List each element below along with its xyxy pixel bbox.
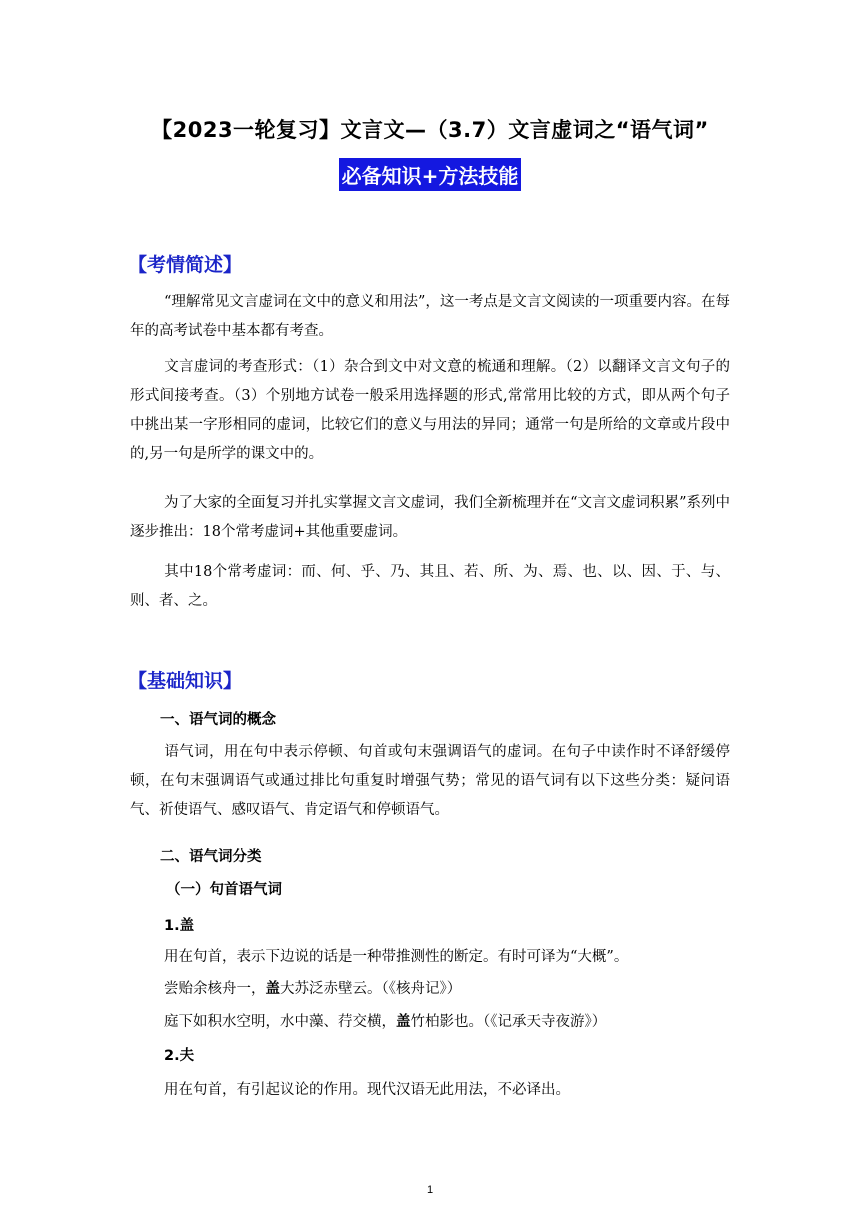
paragraph-overview-1 xyxy=(130,288,730,346)
section-heading-overview: 【考情简述】 xyxy=(128,254,243,276)
example-text: 竹柏影也。（《记承天寺夜游》） xyxy=(410,1014,607,1030)
paragraph-concept xyxy=(130,738,730,825)
document-title: 【2023一轮复习】文言文—（3.7）文言虚词之“语气词” xyxy=(151,118,709,142)
example-text: 尝贻余核舟一， xyxy=(164,981,266,997)
item-desc-fu: 用在句首，有引起议论的作用。现代汉语无此用法，不必译出。 xyxy=(164,1082,570,1098)
example-text: 大苏泛赤壁云。（《核舟记》） xyxy=(280,981,462,997)
paragraph-overview-2 xyxy=(130,353,730,469)
example-keyword: 盖 xyxy=(265,980,280,997)
paragraph-text: 其中18个常考虚词：而、何、乎、乃、其且、若、所、为、焉、也、以、因、于、与、则、者、之。 xyxy=(130,564,730,609)
example-gai-1 xyxy=(164,977,461,998)
heading-sentence-initial: （一）句首语气词 xyxy=(166,882,282,898)
example-gai-2 xyxy=(164,1010,606,1031)
heading-classification: 二、语气词分类 xyxy=(160,849,262,865)
item-title-gai: 1.盖 xyxy=(164,918,195,934)
example-text: 庭下如积水空明，水中藻、荇交横， xyxy=(164,1014,396,1030)
example-keyword: 盖 xyxy=(396,1013,411,1030)
section-heading-basics: 【基础知识】 xyxy=(128,670,243,692)
paragraph-overview-4 xyxy=(130,558,730,616)
paragraph-text: “理解常见文言虚词在文中的意义和用法”，这一考点是文言文阅读的一项重要内容。在每年的高考试卷中基本都有考查。 xyxy=(130,294,730,339)
page-number: 1 xyxy=(426,1184,434,1196)
paragraph-text: 语气词，用在句中表示停顿、句首或句末强调语气的虚词。在句子中读作时不译舒缓停顿，在句末强调语气或通过排比句重复时增强气势；常见的语气词有以下这些分类：疑问语气、祈使语气、感叹语气、肯定语气和停顿语气。 xyxy=(130,744,730,818)
document-subtitle: 必备知识+方法技能 xyxy=(339,158,522,191)
heading-concept: 一、语气词的概念 xyxy=(160,712,276,728)
paragraph-overview-3 xyxy=(130,489,730,547)
subtitle-wrap xyxy=(0,158,860,191)
paragraph-text: 为了大家的全面复习并扎实掌握文言文虚词，我们全新梳理并在“文言文虚词积累”系列中逐步推出：18个常考虚词+其他重要虚词。 xyxy=(130,495,730,540)
paragraph-text: 文言虚词的考查形式：（1）杂合到文中对文意的梳通和理解。（2）以翻译文言文句子的形式间接考查。（3）个别地方试卷一般采用选择题的形式,常常用比较的方式，即从两个句子中挑出某一字形相同的虚词，比较它们的意义与用法的异同；通常一句是所给的文章或片段中的,另一句是所学的课文中的。 xyxy=(130,359,730,462)
item-title-fu: 2.夫 xyxy=(164,1048,195,1064)
item-desc-gai: 用在句首，表示下边说的话是一种带推测性的断定。有时可译为“大概”。 xyxy=(164,949,629,965)
